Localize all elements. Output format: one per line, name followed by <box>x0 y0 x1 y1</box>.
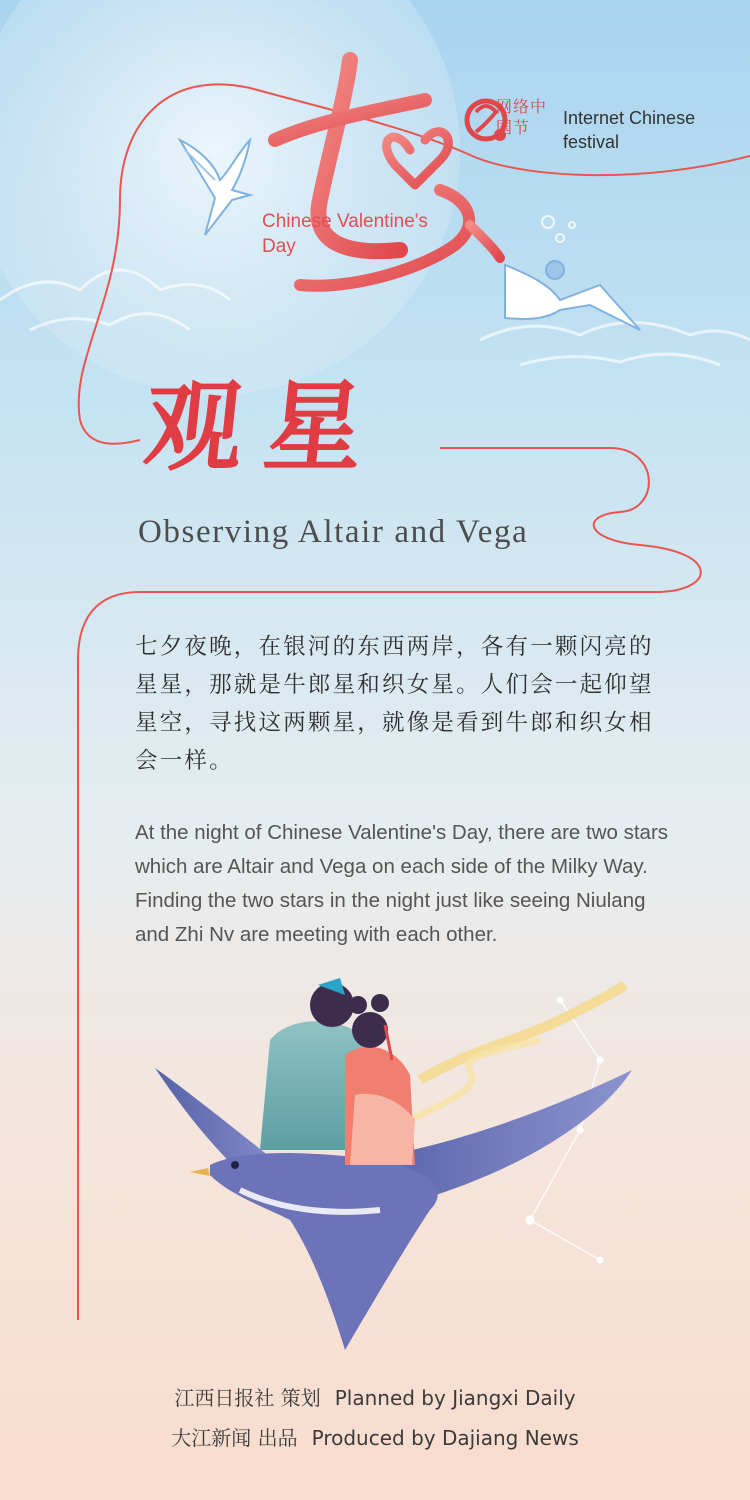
footer-planner-en: Planned by Jiangxi Daily <box>334 1386 576 1410</box>
body-text-cn: 七夕夜晚，在银河的东西两岸，各有一颗闪亮的星星，那就是牛郎星和织女星。人们会一起仰望星空，寻找这两颗星，就像是看到牛郎和织女相会一样。 <box>135 634 654 774</box>
footer-credit-line-2 <box>0 1423 750 1453</box>
footer-producer-cn: 大江新闻 出品 <box>171 1426 298 1450</box>
festival-name-en: Internet Chinese festival <box>563 108 696 152</box>
body-text-en: At the night of Chinese Valentine's Day, there are two stars which are Altair and Vega on each side of the Milky Way. Finding the two stars in the night just like seeing Niulang and Zhi Nv are meeting with each other. <box>135 821 669 946</box>
qixi-subtitle-en: Chinese Valentine's Day <box>262 211 428 257</box>
page-title-en: Observing Altair and Vega <box>138 514 529 550</box>
magpie-icon <box>505 261 640 330</box>
footer-credit-line-1 <box>0 1383 750 1413</box>
footer-producer-en: Produced by Dajiang News <box>311 1426 579 1450</box>
festival-logo-text: 网络中国节 <box>496 97 548 137</box>
footer-planner-cn: 江西日报社 策划 <box>174 1386 321 1410</box>
page-title-cn: 观星 <box>139 370 392 485</box>
